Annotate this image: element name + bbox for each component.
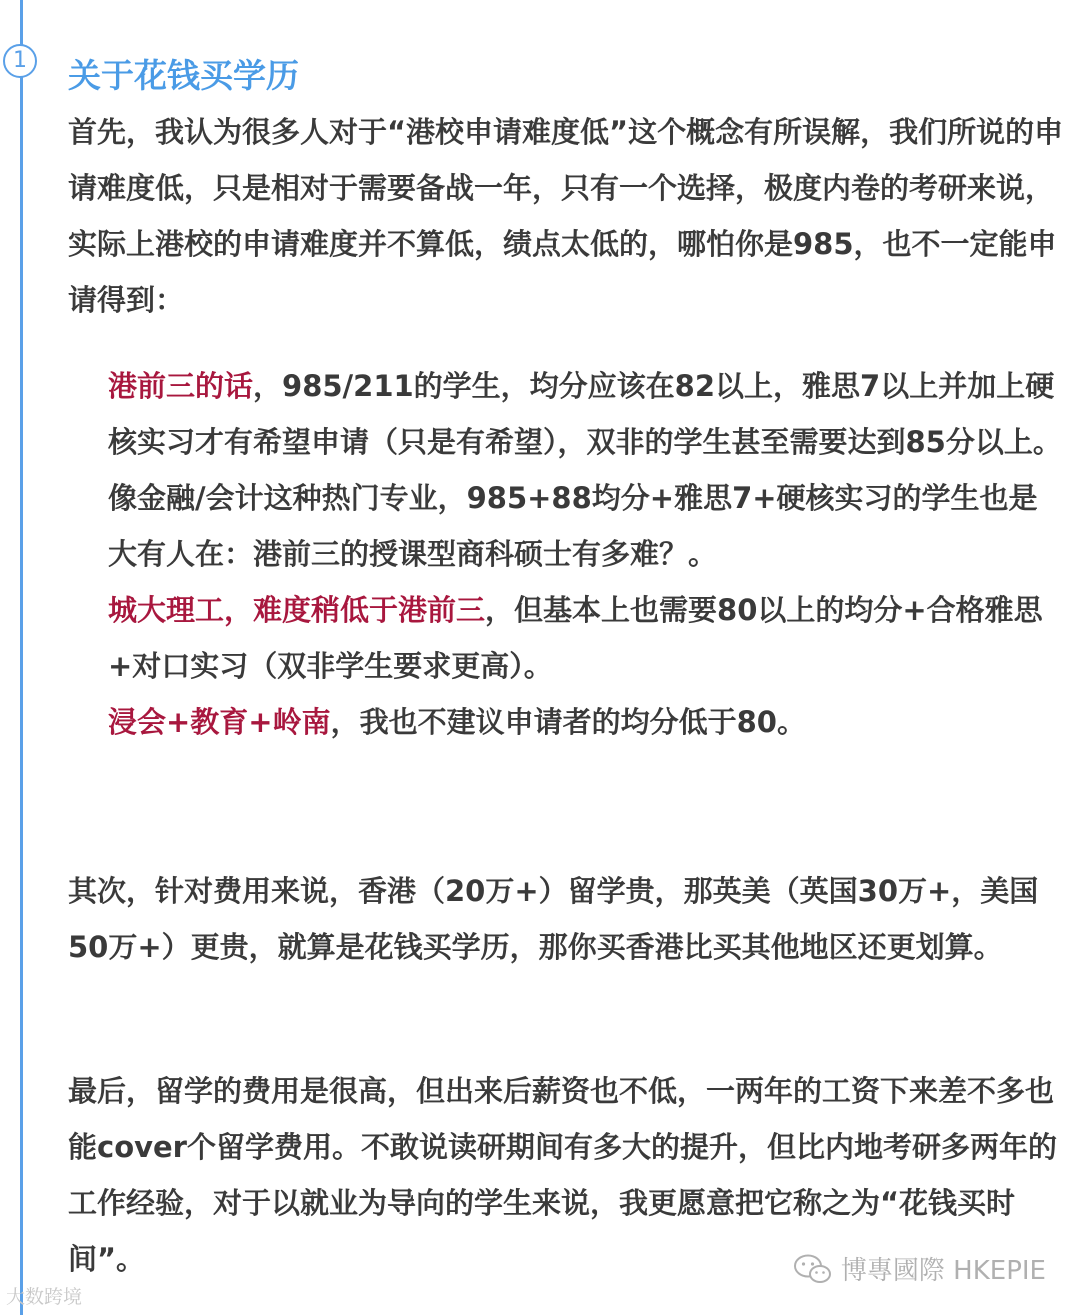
requirement-item-top3 xyxy=(108,358,1064,582)
requirement-item-top3-text: ，985/211的学生，均分应该在82以上，雅思7以上并加上硬核实习才有希望申请（只是有希望），双非的学生甚至需要达到85分以上。像金融/会计这种热门专业，985+88均分+雅思7+硬核实习的学生也是大有人在：港前三的授课型商科硕士有多难？。 xyxy=(108,369,1062,571)
wechat-icon xyxy=(793,1253,833,1285)
requirement-item-others-text: ，我也不建议申请者的均分低于80。 xyxy=(330,705,806,739)
watermark-right xyxy=(793,1250,1046,1287)
paragraph-cost: 其次，针对费用来说，香港（20万+）留学贵，那英美（英国30万+，美国50万+）更贵，就算是花钱买学历，那你买香港比买其他地区还更划算。 xyxy=(68,874,1039,964)
paragraph-intro: 首先，我认为很多人对于“港校申请难度低”这个概念有所误解，我们所说的申请难度低，只是相对于需要备战一年，只有一个选择，极度内卷的考研来说，实际上港校的申请难度并不算低，绩点太低的，哪怕你是985，也不一定能申请得到： xyxy=(68,115,1064,317)
paragraph-conclusion: 最后，留学的费用是很高，但出来后薪资也不低，一两年的工资下来差不多也能cover个留学费用。不敢说读研期间有多大的提升，但比内地考研多两年的工作经验，对于以就业为导向的学生来说，我更愿意把它称之为“花钱买时间”。 xyxy=(68,1074,1057,1276)
requirement-item-cityu-polyu-text: ，但基本上也需要80以上的均分+合格雅思+对口实习（双非学生要求更高）。 xyxy=(108,593,1043,683)
section-title: 关于花钱买学历 xyxy=(68,56,299,95)
timeline-line xyxy=(20,0,23,1315)
watermark-right-text: 博專國際 HKEPIE xyxy=(840,1256,1046,1286)
requirement-item-cityu-polyu-highlight: 城大理工，难度稍低于港前三 xyxy=(108,593,486,627)
watermark-left: 大数跨境 xyxy=(6,1286,83,1308)
requirement-item-cityu-polyu xyxy=(108,582,1064,694)
requirement-item-others-highlight: 浸会+教育+岭南 xyxy=(108,705,331,739)
requirement-item-others xyxy=(108,694,1064,750)
step-number-marker: 1 xyxy=(3,44,37,78)
requirements-list xyxy=(108,358,1064,750)
requirement-item-top3-highlight: 港前三的话 xyxy=(108,369,254,403)
